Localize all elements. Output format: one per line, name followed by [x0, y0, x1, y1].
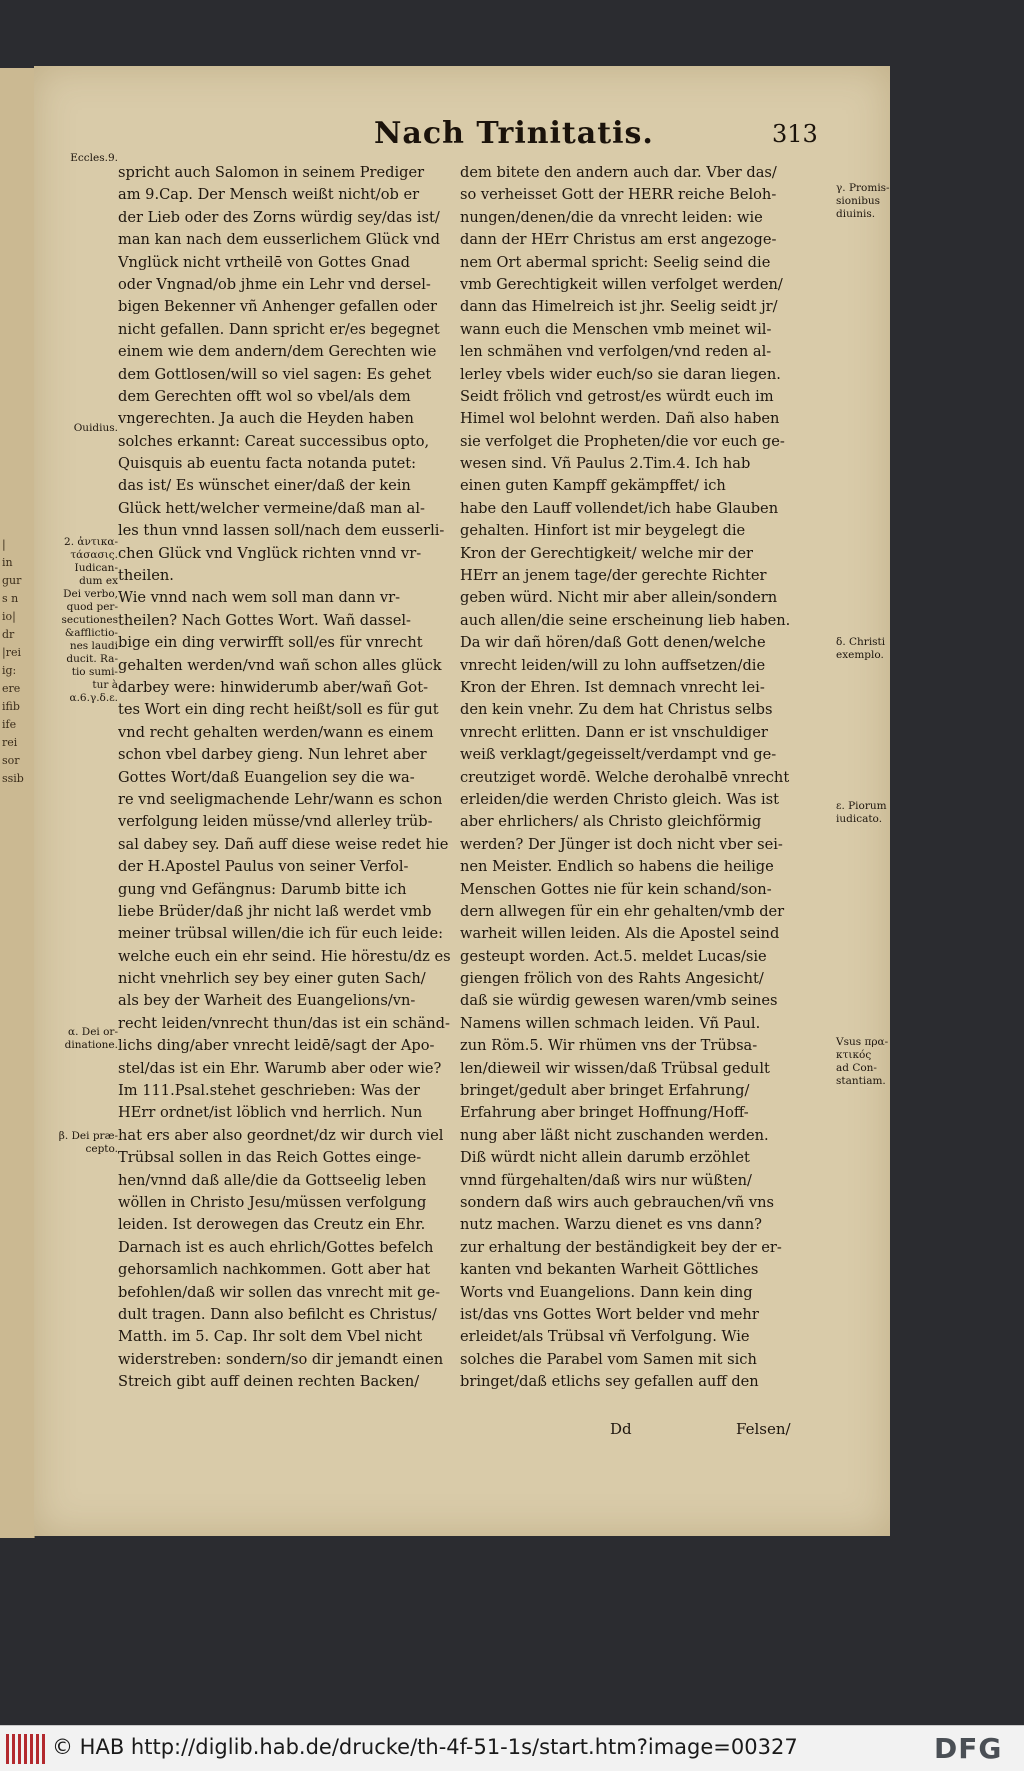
text-line: solches erkannt: Careat successibus opto, [118, 432, 430, 450]
text-line: Seidt frölich vnd getrost/es würdt euch im [460, 387, 774, 405]
text-line: len schmähen vnd verfolgen/vnd reden al- [460, 343, 772, 361]
text-line: zun Röm.5. Wir rhümen vns der Trübsa- [460, 1037, 758, 1055]
margin-note-line: tio sumi- [71, 666, 118, 678]
margin-note-line: τάσασις. [70, 549, 118, 561]
text-line: ist/das vns Gottes Wort belder vnd mehr [460, 1305, 759, 1323]
text-line: Matth. im 5. Cap. Ihr solt dem Vbel nicht [118, 1328, 423, 1346]
hab-logo-icon [6, 1734, 48, 1764]
margin-note-eccles [44, 152, 118, 165]
text-line: warheit willen leiden. Als die Apostel seind [460, 925, 780, 943]
catchword: Felsen/ [736, 1420, 791, 1438]
text-line: Gottes Wort/daß Euangelion sey die wa- [118, 768, 415, 786]
text-line: HErr an jenem tage/der gerechte Richter [460, 567, 767, 585]
text-line: Diß würdt nicht allein darumb erzöhlet [460, 1149, 750, 1167]
text-line: bringet/daß etlichs sey gefallen auff den [460, 1373, 759, 1391]
text-line: geben würd. Nicht mir aber allein/sondern [460, 589, 778, 607]
text-line: oder Vngnad/ob jhme ein Lehr vnd dersel- [118, 275, 431, 293]
previous-page-edge [0, 68, 35, 1538]
previous-page-fragment: ere [2, 682, 21, 695]
text-line: Himel wol belohnt werden. Dañ also haben [460, 410, 780, 428]
previous-page-fragment: ife [2, 718, 17, 731]
text-line: Darnach ist es auch ehrlich/Gottes befelch [118, 1238, 434, 1256]
dfg-logo: DFG [934, 1732, 1003, 1765]
text-line: spricht auch Salomon in seinem Prediger [118, 164, 425, 181]
text-line: den kein vnehr. Zu dem hat Christus selbs [460, 701, 773, 719]
text-line: verfolgung leiden müsse/vnd allerley trüb- [118, 813, 433, 831]
margin-note-line: β. Dei præ- [58, 1130, 118, 1142]
text-line: der H.Apostel Paulus von seiner Verfol- [118, 858, 409, 876]
text-line: Namens willen schmach leiden. Vñ Paul. [460, 1014, 761, 1032]
previous-page-fragment: sor [2, 754, 20, 767]
text-line: kanten vnd bekanten Warheit Göttliches [460, 1261, 759, 1279]
text-line: welche euch ein ehr seind. Hie hörestu/dz es [118, 947, 451, 965]
text-line: einem wie dem andern/dem Gerechten wie [118, 343, 437, 361]
previous-page-fragment: |rei [2, 646, 21, 659]
text-line: wesen sind. Vñ Paulus 2.Tim.4. Ich hab [460, 455, 751, 473]
text-line: meiner trübsal willen/die ich für euch leide: [118, 925, 444, 943]
margin-note-piorum [836, 800, 887, 826]
text-line: dem bitete den andern auch dar. Vber das/ [460, 164, 777, 181]
margin-note-line: tur à [92, 679, 118, 691]
margin-note-line: stantiam. [836, 1075, 886, 1087]
text-line: lerley vbels wider euch/so sie daran liegen. [460, 365, 781, 383]
text-line: Kron der Gerechtigkeit/ welche mir der [460, 544, 753, 562]
text-line: bige ein ding verwirfft soll/es für vnrecht [118, 634, 423, 652]
text-line: dann der HErr Christus am erst angezoge- [460, 231, 777, 249]
text-line: schon vbel darbey gieng. Nun lehret aber [118, 746, 427, 764]
left-text-column [118, 162, 490, 1393]
text-line: Da wir dañ hören/daß Gott denen/welche [460, 634, 766, 652]
text-line: daß sie würdig gewesen waren/vmb seines [460, 992, 778, 1010]
text-line: vnrecht erlitten. Dann er ist vnschuldiger [460, 723, 768, 741]
previous-page-fragment: | [2, 538, 6, 551]
text-line: gung vnd Gefängnus: Darumb bitte ich [118, 880, 407, 898]
margin-note-dei-ordinatione [44, 1026, 118, 1052]
margin-note-usus [836, 1036, 888, 1088]
margin-note-iudicandum [44, 536, 118, 705]
text-line: HErr ordnet/ist löblich vnd herrlich. Nun [118, 1104, 423, 1122]
text-line: zur erhaltung der beständigkeit bey der er- [460, 1238, 782, 1256]
margin-note-line: Ouidius. [73, 422, 118, 434]
margin-note-line: α.6.γ.δ.ε. [69, 692, 118, 704]
text-line: erleiden/die werden Christo gleich. Was ist [460, 790, 780, 808]
text-line: der Lieb oder des Zorns würdig sey/das ist/ [118, 208, 440, 226]
text-line: vnd recht gehalten werden/wann es einem [118, 723, 434, 741]
text-line: sal dabey sey. Dañ auff diese weise redet hie [118, 835, 449, 853]
text-line: stel/das ist ein Ehr. Warumb aber oder wie? [118, 1059, 442, 1077]
text-line: als bey der Warheit des Euangelions/vn- [118, 992, 416, 1010]
text-line: nung aber läßt nicht zuschanden werden. [460, 1126, 769, 1144]
text-line: nem Ort abermal spricht: Seelig seind die [460, 253, 771, 271]
text-line: vmb Gerechtigkeit willen verfolget werden/ [460, 275, 783, 293]
text-line: liebe Brüder/daß jhr nicht laß werdet vmb [118, 902, 432, 920]
margin-note-line: &afflictio- [64, 627, 118, 639]
text-line: am 9.Cap. Der Mensch weißt nicht/ob er [118, 186, 420, 204]
text-line: tes Wort ein ding recht heißt/soll es für gut [118, 701, 439, 719]
margin-note-line: Vsus πρα- [836, 1036, 889, 1048]
text-line: dem Gerechten offt wol so vbel/als dem [118, 387, 411, 405]
text-line: dem Gottlosen/will so viel sagen: Es gehet [118, 365, 432, 383]
previous-page-fragment: dr [2, 628, 15, 641]
text-line: das ist/ Es wünschet einer/daß der kein [118, 477, 411, 495]
text-line: creutziget wordē. Welche derohalbē vnrecht [460, 768, 790, 786]
text-line: hat ers aber also geordnet/dz wir durch viel [118, 1126, 444, 1144]
text-line: darbey were: hinwiderumb aber/wañ Got- [118, 678, 429, 696]
margin-note-line: ad Con- [836, 1062, 877, 1074]
text-line: Wie vnnd nach wem soll man dann vr- [118, 589, 401, 607]
text-line: einen guten Kampff gekämpffet/ ich [460, 477, 726, 495]
text-line: Erfahrung aber bringet Hoffnung/Hoff- [460, 1104, 749, 1122]
text-line: erleidet/als Trübsal vñ Verfolgung. Wie [460, 1328, 750, 1346]
margin-note-dei-praecepto [44, 1130, 118, 1156]
text-line: man kan nach dem eusserlichem Glück vnd [118, 231, 440, 249]
text-line: wann euch die Menschen vmb meinet wil- [460, 320, 772, 338]
text-line: vnrecht leiden/will zu lohn auffsetzen/die [460, 656, 766, 674]
signature-mark: Dd [610, 1420, 632, 1438]
margin-note-line: dum ex [79, 575, 118, 587]
text-line: Menschen Gottes nie für kein schand/son- [460, 880, 772, 898]
text-line: Kron der Ehren. Ist demnach vnrecht lei- [460, 678, 765, 696]
margin-note-line: 2. ἀντικα- [64, 536, 118, 548]
book-page [34, 66, 890, 1536]
page-number: 313 [772, 120, 818, 148]
text-line: widerstreben: sondern/so dir jemandt einen [118, 1350, 444, 1368]
margin-note-line: α. Dei or- [68, 1026, 118, 1038]
text-line: Vnglück nicht vrtheilē von Gottes Gnad [118, 253, 410, 271]
margin-note-line: γ. Promis- [836, 182, 890, 194]
text-line: theilen? Nach Gottes Wort. Wañ dassel- [118, 611, 411, 629]
margin-note-promissionibus [836, 182, 890, 221]
text-line: dern allwegen für ein ehr gehalten/vmb der [460, 902, 785, 920]
text-line: habe den Lauff vollendet/ich habe Glauben [460, 499, 779, 517]
text-line: bigen Bekenner vñ Anhenger gefallen oder [118, 298, 437, 316]
previous-page-fragment: io| [2, 610, 16, 623]
text-line: werden? Der Jünger ist doch nicht vber sei- [460, 835, 783, 853]
text-line: Trübsal sollen in das Reich Gottes einge- [118, 1149, 422, 1167]
margin-note-line: iudicato. [836, 813, 883, 825]
text-line: gesteupt worden. Act.5. meldet Lucas/sie [460, 947, 767, 965]
previous-page-fragment: gur [2, 574, 22, 587]
text-line: gehalten. Hinfort ist mir beygelegt die [460, 522, 746, 540]
margin-note-line: quod per- [66, 601, 118, 613]
text-line: leiden. Ist derowegen das Creutz ein Ehr. [118, 1216, 426, 1234]
previous-page-fragment: ig: [2, 664, 17, 677]
text-line: weiß verklagt/gegeisselt/verdampt vnd ge- [460, 746, 777, 764]
running-head: Nach Trinitatis. [374, 116, 654, 151]
text-line: sie verfolget die Propheten/die vor euch ge- [460, 432, 785, 450]
text-line: nicht gefallen. Dann spricht er/es begegnet [118, 320, 440, 338]
text-line: Quisquis ab euentu facta notanda putet: [118, 455, 417, 473]
text-line: giengen frölich von des Rahts Angesicht/ [460, 970, 764, 988]
previous-page-fragment: rei [2, 736, 18, 749]
text-line: les thun vnnd lassen soll/nach dem eusserli- [118, 522, 445, 540]
right-text-column [460, 162, 840, 1393]
text-line: vngerechten. Ja auch die Heyden haben [118, 410, 414, 428]
previous-page-fragment: s n [2, 592, 19, 605]
margin-note-ouidius [44, 422, 118, 435]
margin-note-line: sionibus [836, 195, 881, 207]
margin-note-line: Iudican- [74, 562, 118, 574]
footer-permalink[interactable]: © HAB http://diglib.hab.de/drucke/th-4f-51-1s/start.htm?image=00327 [52, 1735, 798, 1759]
margin-note-line: Dei verbo, [63, 588, 118, 600]
text-line: dann das Himelreich ist jhr. Seelig seidt jr/ [460, 298, 778, 316]
text-line: Worts vnd Euangelions. Dann kein ding [460, 1283, 753, 1301]
text-line: chen Glück vnd Vnglück richten vnnd vr- [118, 544, 422, 562]
text-line: befohlen/daß wir sollen das vnrecht mit ge- [118, 1283, 441, 1301]
text-line: so verheisset Gott der HERR reiche Beloh- [460, 186, 777, 204]
text-line: len/dieweil wir wissen/daß Trübsal gedult [460, 1059, 770, 1077]
text-line: hen/vnnd daß alle/die da Gottseelig leben [118, 1171, 427, 1189]
text-line: re vnd seeligmachende Lehr/wann es schon [118, 790, 443, 808]
text-line: nutz machen. Warzu dienet es vns dann? [460, 1216, 762, 1234]
text-line: lichs ding/aber vnrecht leidē/sagt der Apo- [118, 1037, 435, 1055]
margin-note-line: cepto. [85, 1143, 118, 1155]
text-line: bringet/gedult aber bringet Erfahrung/ [460, 1082, 750, 1100]
text-line: nen Meister. Endlich so habens die heilige [460, 858, 774, 876]
text-line: auch allen/die seine erscheinung lieb haben. [460, 611, 791, 629]
footer-bar [0, 1725, 1024, 1771]
previous-page-fragment: ssib [2, 772, 24, 785]
text-line: vnnd fürgehalten/daß wirs nur wüßten/ [460, 1171, 752, 1189]
text-line: wöllen in Christo Jesu/müssen verfolgung [118, 1193, 427, 1211]
text-line: nicht vnehrlich sey bey einer guten Sach/ [118, 970, 426, 988]
margin-note-line: Eccles.9. [70, 152, 118, 164]
text-line: theilen. [118, 567, 174, 585]
margin-note-line: exemplo. [836, 649, 884, 661]
margin-note-line: ε. Piorum [836, 800, 887, 812]
text-line: solches die Parabel vom Samen mit sich [460, 1350, 757, 1368]
text-line: gehalten werden/vnd wañ schon alles glück [118, 656, 442, 674]
margin-note-christi-exemplo [836, 636, 885, 662]
previous-page-fragment: in [2, 556, 13, 569]
margin-note-line: κτικός [836, 1049, 872, 1061]
text-line: dult tragen. Dann also befilcht es Christus/ [118, 1305, 437, 1323]
text-line: Glück hett/welcher vermeine/daß man al- [118, 499, 425, 517]
text-line: sondern daß wirs auch gebrauchen/vñ vns [460, 1193, 775, 1211]
text-line: recht leiden/vnrecht thun/das ist ein schänd- [118, 1014, 450, 1032]
margin-note-line: δ. Christi [836, 636, 886, 648]
margin-note-line: ducit. Ra- [66, 653, 118, 665]
previous-page-fragment: ifib [2, 700, 20, 713]
text-line: gehorsamlich nachkommen. Gott aber hat [118, 1261, 431, 1279]
text-line: Streich gibt auff deinen rechten Backen/ [118, 1373, 420, 1391]
text-line: Im 111.Psal.stehet geschrieben: Was der [118, 1082, 420, 1100]
text-line: nungen/denen/die da vnrecht leiden: wie [460, 208, 763, 226]
margin-note-line: secutiones [61, 614, 118, 626]
text-line: aber ehrlichers/ als Christo gleichförmig [460, 813, 762, 831]
margin-note-line: diuinis. [836, 208, 876, 220]
margin-note-line: dinatione. [64, 1039, 118, 1051]
margin-note-line: nes laudi [69, 640, 118, 652]
